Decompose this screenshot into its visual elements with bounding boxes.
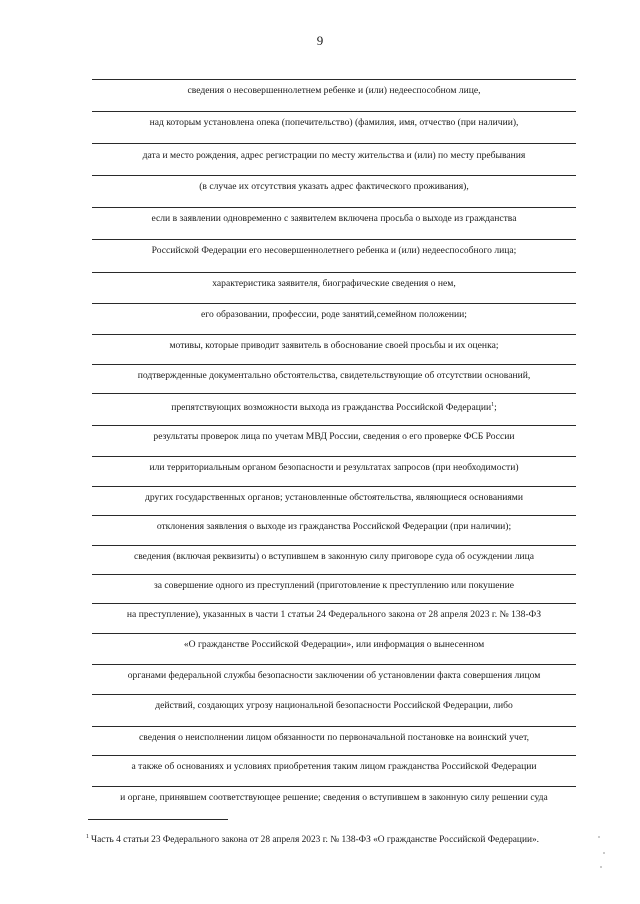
footnote-separator	[88, 819, 228, 820]
form-line	[92, 486, 576, 487]
form-line	[92, 574, 576, 575]
field-caption: мотивы, которые приводит заявитель в обоснование своей просьбы и их оценка;	[169, 340, 499, 351]
form-line	[92, 515, 576, 516]
form-line	[92, 726, 576, 727]
footnote-marker: 1	[86, 834, 89, 840]
form-line	[92, 456, 576, 457]
form-line	[92, 239, 576, 240]
form-line	[92, 393, 576, 394]
field-caption: характеристика заявителя, биографические сведения о нем,	[212, 278, 456, 289]
field-caption: если в заявлении одновременно с заявителем включена просьба о выходе из гражданства	[151, 213, 517, 224]
field-caption: а также об основаниях и условиях приобретения таким лицом гражданства Российской Федерации	[131, 761, 537, 772]
field-caption	[84, 399, 584, 414]
footnote-text: Часть 4 статьи 23 Федерального закона от 28 апреля 2023 г. № 138-ФЗ «О гражданстве Российской Федерации».	[91, 835, 540, 846]
field-caption: Российской Федерации его несовершеннолетнего ребенка и (или) недееспособного лица;	[151, 245, 517, 256]
field-caption: дата и место рождения, адрес регистрации по месту жительства и (или) по месту пребывания	[142, 150, 526, 161]
form-line	[92, 664, 576, 665]
field-caption: сведения (включая реквизиты) о вступившем в законную силу приговоре суда об осуждении лица	[133, 551, 535, 562]
form-line	[92, 786, 576, 787]
form-line	[92, 303, 576, 304]
field-caption: отклонения заявления о выходе из гражданства Российской Федерации (при наличии);	[156, 521, 512, 532]
field-caption: сведения о несовершеннолетнем ребенке и (или) недееспособном лице,	[187, 85, 481, 96]
field-caption: (в случае их отсутствия указать адрес фактического проживания),	[199, 181, 469, 192]
field-caption: органами федеральной службы безопасности заключении об установлении факта совершения лицом	[127, 670, 541, 681]
form-line	[92, 272, 576, 273]
field-caption: других государственных органов; установленные обстоятельства, являющиеся основаниями	[145, 492, 523, 503]
form-line	[92, 79, 576, 80]
field-caption: и органе, принявшем соответствующее решение; сведения о вступившем в законную силу решении суда	[120, 792, 548, 803]
form-line	[92, 425, 576, 426]
scan-speck	[603, 852, 605, 854]
form-line	[92, 694, 576, 695]
form-line	[92, 175, 576, 176]
footnote-reference: 1	[491, 402, 495, 408]
page-number: 9	[316, 33, 324, 48]
caption-suffix: ;	[494, 402, 497, 414]
caption-text: препятствующих возможности выхода из гражданства Российской Федерации	[171, 402, 492, 414]
form-line	[92, 207, 576, 208]
field-caption: сведения о неисполнении лицом обязанности по первоначальной постановке на воинский учет,	[139, 732, 529, 743]
field-caption: результаты проверок лица по учетам МВД России, сведения о его проверке ФСБ России	[153, 431, 515, 442]
field-caption: на преступление), указанных в части 1 статьи 24 Федерального закона от 28 апреля 2023 г. № 138-ФЗ	[126, 609, 542, 620]
form-line	[92, 111, 576, 112]
field-caption: действий, создающих угрозу национальной безопасности Российской Федерации, либо	[155, 700, 513, 711]
field-caption: или территориальным органом безопасности и результатах запросов (при необходимости)	[149, 462, 519, 473]
form-line	[92, 143, 576, 144]
scan-speck	[598, 836, 600, 838]
form-line	[92, 334, 576, 335]
footnote	[86, 831, 586, 846]
form-line	[92, 545, 576, 546]
field-caption: за совершение одного из преступлений (приготовление к преступлению или покушение	[153, 580, 515, 591]
field-caption: его образовании, профессии, роде занятий,семейном положении;	[201, 309, 467, 320]
field-caption: «О гражданстве Российской Федерации», или информация о вынесенном	[183, 639, 485, 650]
form-line	[92, 603, 576, 604]
field-caption: над которым установлена опека (попечительство) (фамилия, имя, отчество (при наличии),	[149, 117, 519, 128]
field-caption: подтвержденные документально обстоятельства, свидетельствующие об отсутствии оснований,	[137, 370, 531, 381]
form-line	[92, 364, 576, 365]
form-line	[92, 755, 576, 756]
form-line	[92, 633, 576, 634]
scan-speck	[600, 866, 602, 868]
